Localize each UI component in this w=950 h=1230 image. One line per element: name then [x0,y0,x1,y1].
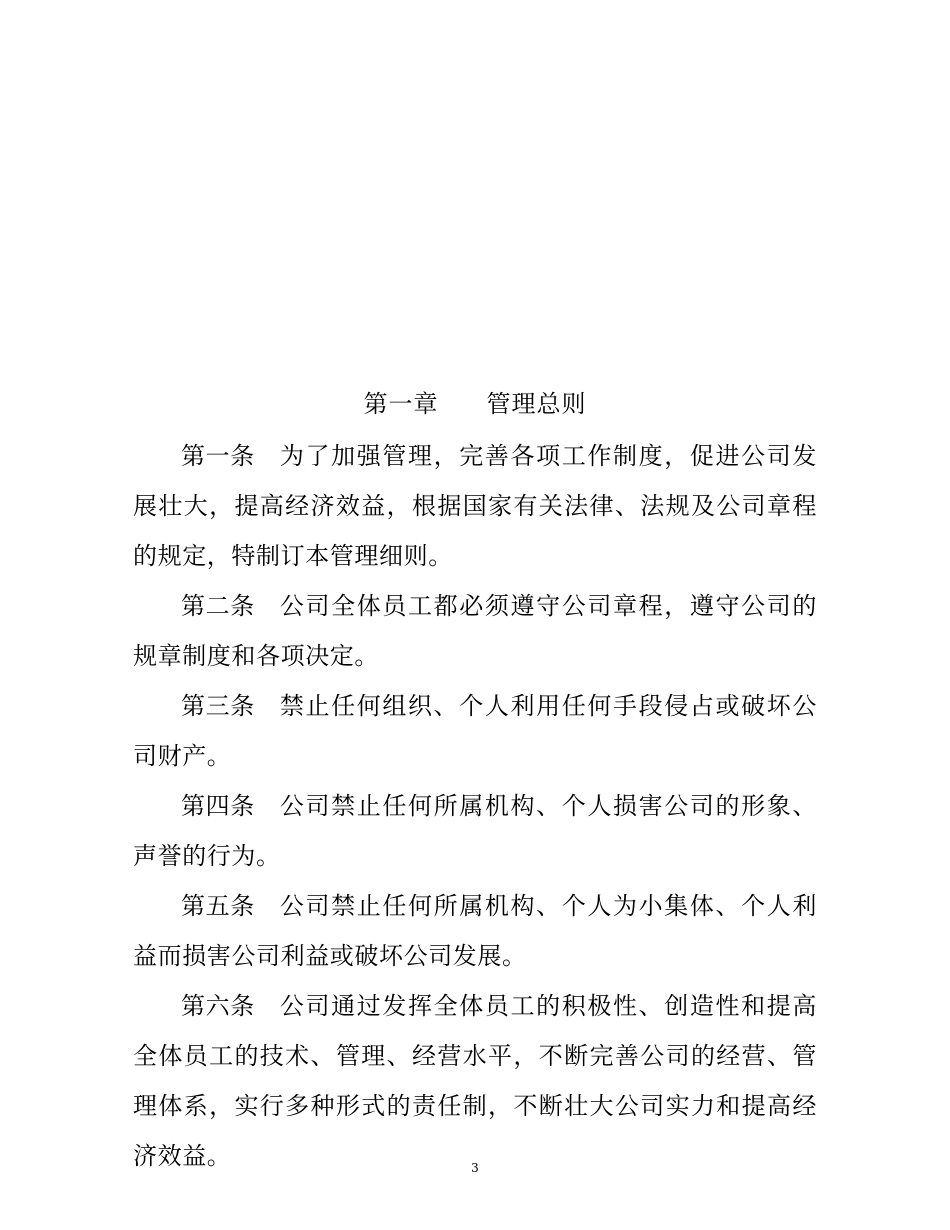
article-1 [133,431,817,581]
article-text: 公司全体员工都必须遵守公司章程，遵守公司的规章制度和各项决定。 [133,592,817,670]
article-number: 第六条 [181,992,255,1020]
page-number: 3 [471,1161,479,1175]
article-number: 第四条 [181,792,255,820]
chapter-heading [0,384,950,424]
article-number: 第五条 [181,892,255,920]
article-text: 禁止任何组织、个人利用任何手段侵占或破坏公司财产。 [133,692,817,770]
article-text: 公司禁止任何所属机构、个人为小集体、个人利益而损害公司利益或破坏公司发展。 [133,892,817,970]
article-number: 第三条 [181,692,255,720]
article-6 [133,981,817,1181]
article-text: 公司禁止任何所属机构、个人损害公司的形象、声誉的行为。 [133,792,817,870]
article-text: 为了加强管理，完善各项工作制度，促进公司发展壮大，提高经济效益，根据国家有关法律、法规及公司章程的规定，特制订本管理细则。 [133,442,817,570]
article-2 [133,581,817,681]
chapter-body [133,431,817,1181]
chapter-number: 第一章 [363,390,439,418]
article-number: 第一条 [181,442,255,470]
chapter-title: 管理总则 [486,390,587,418]
article-5 [133,881,817,981]
article-number: 第二条 [181,592,255,620]
article-3 [133,681,817,781]
article-4 [133,781,817,881]
article-text: 公司通过发挥全体员工的积极性、创造性和提高全体员工的技术、管理、经营水平，不断完善公司的经营、管理体系，实行多种形式的责任制，不断壮大公司实力和提高经济效益。 [133,992,817,1170]
